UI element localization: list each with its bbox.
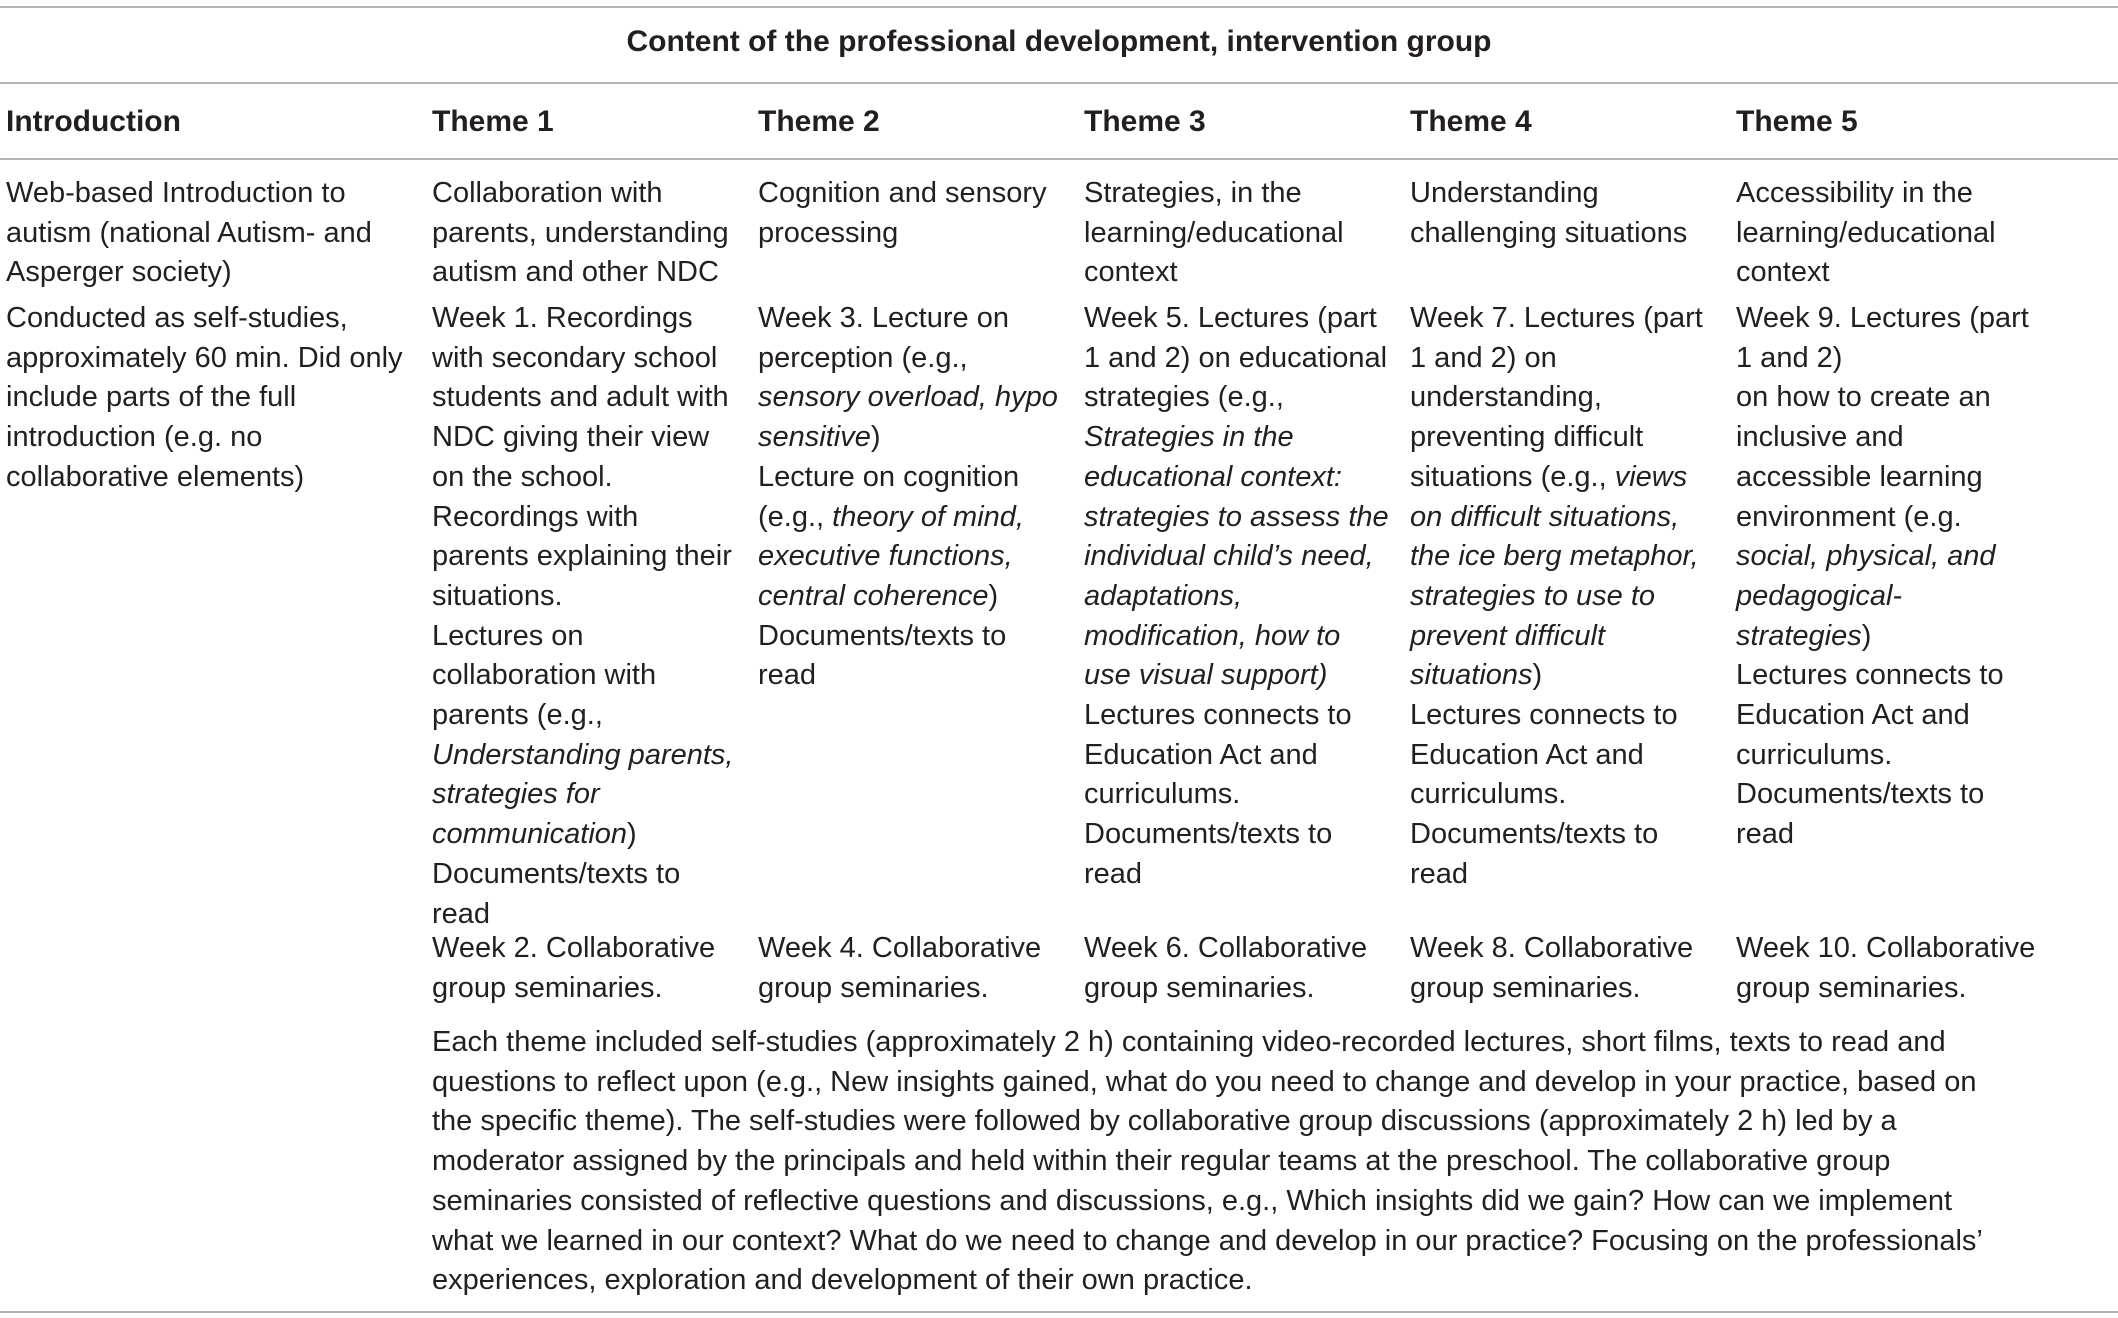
content-line — [1084, 815, 1389, 855]
content-line — [1410, 537, 1703, 577]
content-line — [758, 458, 1058, 498]
text-run: 1 and 2) on — [1410, 341, 1557, 374]
italic-text: modification, how to — [1084, 619, 1341, 652]
content-line — [758, 537, 1058, 577]
topic-cell-theme-3 — [1084, 174, 1344, 293]
content-line — [1410, 498, 1703, 538]
content-line — [1084, 378, 1389, 418]
content-line — [1736, 339, 2029, 379]
text-run: Documents/texts to — [758, 619, 1007, 652]
content-line — [1410, 617, 1703, 657]
seminar-cell-theme-4 — [1410, 929, 1693, 1008]
text-run: read — [432, 897, 491, 930]
text-run: (e.g., — [758, 500, 833, 533]
text-run: introduction (e.g. no — [6, 421, 263, 454]
content-line — [432, 775, 733, 815]
content-line — [6, 378, 403, 418]
text-run: Week 7. Lectures (part — [1410, 302, 1703, 334]
seminar-line: group seminaries. — [1736, 971, 1967, 1004]
content-line — [1736, 775, 2029, 815]
content-line — [1410, 775, 1703, 815]
topic-line: autism and other NDC — [432, 256, 719, 289]
topic-line: Cognition and sensory — [758, 177, 1047, 209]
content-cell-theme-1 — [432, 299, 733, 934]
content-line — [6, 299, 403, 339]
topic-line: learning/educational — [1084, 216, 1344, 249]
italic-text: executive functions, — [758, 540, 1013, 573]
seminar-cell-theme-2 — [758, 929, 1041, 1008]
content-line — [1410, 696, 1703, 736]
footnote-text — [432, 1023, 1983, 1301]
content-line — [1084, 736, 1389, 776]
topic-line: Understanding — [1410, 177, 1599, 209]
italic-text: prevent difficult — [1410, 619, 1606, 652]
text-run: 1 and 2) on educational — [1084, 341, 1388, 374]
content-line — [1084, 617, 1389, 657]
text-run: Documents/texts to — [1736, 778, 1985, 811]
text-run: include parts of the full — [6, 381, 297, 414]
text-run: Week 9. Lectures (part — [1736, 302, 2029, 334]
topic-line: processing — [758, 216, 899, 249]
content-line — [758, 299, 1058, 339]
seminar-line: group seminaries. — [758, 971, 989, 1004]
topic-cell-theme-1 — [432, 174, 729, 293]
content-line — [758, 656, 1058, 696]
italic-text: sensitive — [758, 421, 871, 454]
content-line — [432, 855, 733, 895]
text-run: Lectures on — [432, 619, 584, 652]
content-line — [1736, 577, 2029, 617]
text-run: parents (e.g., — [432, 699, 603, 732]
content-line — [6, 339, 403, 379]
seminar-line: group seminaries. — [432, 971, 663, 1004]
seminar-cell-theme-3 — [1084, 929, 1367, 1008]
text-run: Week 3. Lecture on — [758, 302, 1009, 334]
content-line — [758, 378, 1058, 418]
content-line — [1084, 775, 1389, 815]
text-run: collaboration with — [432, 659, 657, 692]
italic-text: the ice berg metaphor, — [1410, 540, 1699, 573]
content-line — [758, 617, 1058, 657]
text-run: read — [758, 659, 817, 692]
topic-line: Web-based Introduction to — [6, 177, 346, 209]
text-run: NDC giving their view — [432, 421, 710, 454]
text-run: read — [1084, 857, 1143, 890]
italic-text: adaptations, — [1084, 579, 1243, 612]
italic-text: educational context: — [1084, 460, 1342, 493]
italic-text: pedagogical- — [1736, 579, 1903, 612]
topic-line: Asperger society) — [6, 256, 232, 289]
seminar-line: Week 6. Collaborative — [1084, 932, 1368, 964]
text-run: parents explaining their — [432, 540, 732, 573]
footnote-line: questions to reflect upon (e.g., New insights gained, what do you need to change and develop in your practice, based on — [432, 1065, 1977, 1098]
seminar-line: Week 2. Collaborative — [432, 932, 716, 964]
topic-line: parents, understanding — [432, 216, 729, 249]
content-line — [1736, 617, 2029, 657]
content-line — [1410, 458, 1703, 498]
text-run: with secondary school — [432, 341, 718, 374]
italic-text: Understanding parents, — [432, 738, 734, 771]
content-line — [1736, 418, 2029, 458]
text-run: curriculums. — [1410, 778, 1567, 811]
italic-text: theory of mind, — [832, 500, 1024, 533]
content-line — [1736, 299, 2029, 339]
text-run: ) — [1532, 659, 1543, 692]
footnote-line: Each theme included self-studies (approximately 2 h) containing video-recorded lectures, short films, texts to read and — [432, 1026, 1946, 1058]
header-theme-4: Theme 4 — [1410, 105, 1532, 138]
seminar-cell-theme-1 — [432, 929, 715, 1008]
text-run: Lectures connects to — [1410, 699, 1678, 732]
text-run: Recordings with — [432, 500, 639, 533]
content-line — [432, 577, 733, 617]
content-line — [758, 577, 1058, 617]
text-run: approximately 60 min. Did only — [6, 341, 403, 374]
content-cell-theme-5 — [1736, 299, 2029, 855]
content-line — [432, 537, 733, 577]
content-cell-introduction — [6, 299, 403, 498]
content-line — [1084, 656, 1389, 696]
italic-text: views — [1614, 460, 1688, 493]
header-theme-3: Theme 3 — [1084, 105, 1206, 138]
content-line — [432, 617, 733, 657]
italic-text: strategies — [1736, 619, 1862, 652]
text-run: on the school. — [432, 460, 613, 493]
text-run: Documents/texts to — [432, 857, 681, 890]
text-run: collaborative elements) — [6, 460, 305, 493]
header-introduction: Introduction — [6, 105, 181, 138]
text-run: Lectures connects to — [1736, 659, 2004, 692]
text-run: strategies (e.g., — [1084, 381, 1284, 414]
text-run: on how to create an — [1736, 381, 1991, 414]
text-run: Lectures connects to — [1084, 699, 1352, 732]
content-line — [432, 815, 733, 855]
content-cell-theme-2 — [758, 299, 1058, 696]
content-line — [1410, 855, 1703, 895]
bottom-rule — [0, 1311, 2118, 1313]
content-line — [1410, 378, 1703, 418]
text-run: Lecture on cognition — [758, 460, 1020, 493]
content-line — [1084, 855, 1389, 895]
text-run: students and adult with — [432, 381, 729, 414]
text-run: ) — [988, 579, 999, 612]
content-line — [758, 339, 1058, 379]
content-line — [1410, 299, 1703, 339]
italic-text: situations — [1410, 659, 1533, 692]
content-line — [1410, 339, 1703, 379]
table-title: Content of the professional development, intervention group — [626, 25, 1492, 58]
content-line — [1410, 656, 1703, 696]
content-cell-theme-4 — [1410, 299, 1703, 895]
header-theme-2: Theme 2 — [758, 105, 880, 138]
italic-text: strategies to assess the — [1084, 500, 1389, 533]
text-run: understanding, — [1410, 381, 1602, 414]
text-run: Education Act and — [1084, 738, 1318, 771]
topic-line: challenging situations — [1410, 216, 1688, 249]
content-line — [432, 299, 733, 339]
content-line — [1084, 577, 1389, 617]
content-line — [432, 418, 733, 458]
content-line — [1084, 339, 1389, 379]
seminar-line: Week 10. Collaborative — [1736, 932, 2036, 964]
text-run: perception (e.g., — [758, 341, 968, 374]
content-line — [1084, 418, 1389, 458]
seminar-line: Week 8. Collaborative — [1410, 932, 1694, 964]
text-run: situations. — [432, 579, 563, 612]
content-line — [1084, 299, 1389, 339]
footnote-line: moderator assigned by the principals and held within their regular teams at the preschool. The collaborative group — [432, 1145, 1891, 1178]
topic-cell-introduction — [6, 174, 372, 293]
text-run: environment (e.g. — [1736, 500, 1962, 533]
text-run: situations (e.g., — [1410, 460, 1615, 493]
content-line — [1084, 537, 1389, 577]
text-run: ) — [1861, 619, 1872, 652]
content-line — [1084, 498, 1389, 538]
content-line — [758, 498, 1058, 538]
text-run: inclusive and — [1736, 421, 1904, 454]
italic-text: sensory overload, hypo — [758, 381, 1058, 414]
italic-text: use visual support) — [1084, 659, 1328, 692]
footnote-line: experiences, exploration and development of their own practice. — [432, 1264, 1253, 1297]
topic-line: Accessibility in the — [1736, 177, 1973, 209]
text-run: preventing difficult — [1410, 421, 1644, 454]
content-line — [1736, 498, 2029, 538]
text-run: ) — [627, 818, 637, 851]
text-run: Documents/texts to — [1084, 818, 1333, 851]
content-line — [6, 418, 403, 458]
footnote-line: the specific theme). The self-studies were followed by collaborative group discussions (approximately 2 h) led by a — [432, 1105, 1897, 1138]
italic-text: social, physical, and — [1736, 540, 1996, 573]
text-run: Conducted as self-studies, — [6, 302, 348, 334]
content-line — [1736, 378, 2029, 418]
content-line — [1084, 458, 1389, 498]
top-rule — [0, 6, 2118, 8]
text-run: read — [1736, 818, 1795, 851]
content-line — [432, 378, 733, 418]
header-theme-5: Theme 5 — [1736, 105, 1858, 138]
content-line — [432, 339, 733, 379]
content-line — [1084, 696, 1389, 736]
content-line — [1410, 815, 1703, 855]
content-line — [1736, 736, 2029, 776]
text-run: read — [1410, 857, 1469, 890]
italic-text: central coherence — [758, 579, 989, 612]
text-run: accessible learning — [1736, 460, 1983, 493]
topic-line: Strategies, in the — [1084, 177, 1302, 209]
content-line — [6, 458, 403, 498]
text-run: 1 and 2) — [1736, 341, 1843, 374]
text-run: Education Act and — [1410, 738, 1644, 771]
seminar-cell-theme-5 — [1736, 929, 2035, 1008]
italic-text: Strategies in the — [1084, 421, 1294, 454]
text-run: curriculums. — [1084, 778, 1241, 811]
header-theme-1: Theme 1 — [432, 105, 554, 138]
footnote-line: what we learned in our context? What do we need to change and develop in our practice? Focusing on the professionals’ — [432, 1224, 1983, 1257]
topic-cell-theme-4 — [1410, 174, 1687, 253]
topic-cell-theme-5 — [1736, 174, 1996, 293]
content-line — [432, 458, 733, 498]
content-line — [758, 418, 1058, 458]
italic-text: individual child’s need, — [1084, 540, 1374, 573]
seminar-line: Week 4. Collaborative — [758, 932, 1042, 964]
text-run: ) — [870, 421, 881, 454]
italic-text: strategies for — [432, 778, 600, 811]
text-run: Week 5. Lectures (part — [1084, 302, 1377, 334]
content-line — [1736, 537, 2029, 577]
topic-cell-theme-2 — [758, 174, 1047, 253]
topic-line: learning/educational — [1736, 216, 1996, 249]
topic-line: autism (national Autism- and — [6, 216, 372, 249]
text-run: Week 1. Recordings — [432, 302, 693, 334]
topic-line: context — [1736, 256, 1830, 289]
text-run: curriculums. — [1736, 738, 1893, 771]
content-line — [1736, 458, 2029, 498]
topic-line: context — [1084, 256, 1178, 289]
italic-text: strategies to use to — [1410, 579, 1656, 612]
footnote-line: seminaries consisted of reflective questions and discussions, e.g., Which insights did we gain? How can we implement — [432, 1184, 1953, 1217]
seminar-line: group seminaries. — [1410, 971, 1641, 1004]
text-run: Documents/texts to — [1410, 818, 1659, 851]
content-line — [1410, 577, 1703, 617]
title-rule — [0, 82, 2118, 84]
content-line — [1736, 815, 2029, 855]
content-line — [432, 656, 733, 696]
italic-text: on difficult situations, — [1410, 500, 1680, 533]
text-run: Education Act and — [1736, 699, 1970, 732]
content-line — [1736, 696, 2029, 736]
topic-line: Collaboration with — [432, 177, 663, 209]
seminar-line: group seminaries. — [1084, 971, 1315, 1004]
content-line — [432, 498, 733, 538]
content-cell-theme-3 — [1084, 299, 1389, 895]
content-line — [1410, 736, 1703, 776]
header-rule — [0, 158, 2118, 160]
content-line — [1410, 418, 1703, 458]
content-line — [432, 696, 733, 736]
content-line — [1736, 656, 2029, 696]
content-line — [432, 736, 733, 776]
italic-text: communication — [432, 818, 628, 851]
